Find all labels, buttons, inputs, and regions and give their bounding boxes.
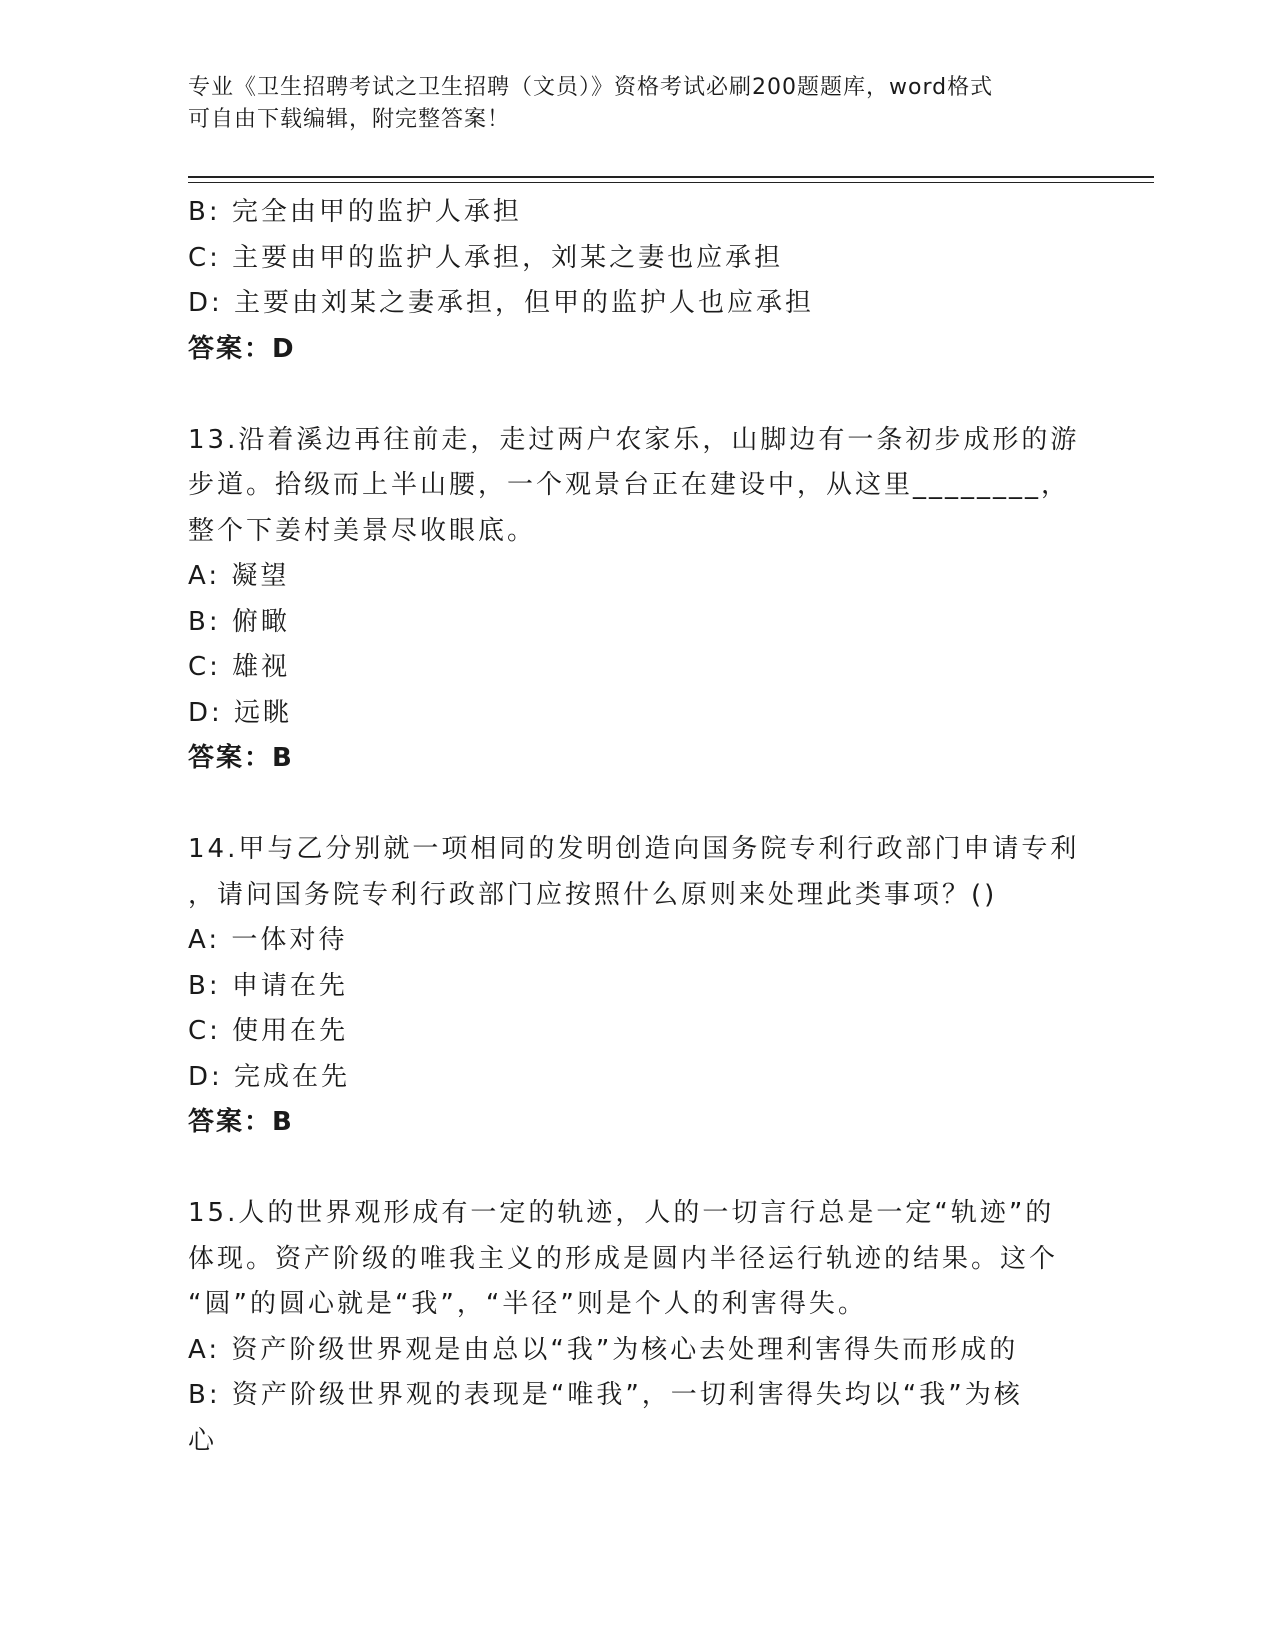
q13-option-d: D: 远眺 [188, 697, 293, 728]
q15-option-a: A: 资产阶级世界观是由总以“我”为核心去处理利害得失而形成的 [188, 1334, 1019, 1365]
q15-text-line-3: “圆”的圆心就是“我”，“半径”则是个人的利害得失。 [188, 1289, 867, 1319]
header-line-1: 专业《卫生招聘考试之卫生招聘（文员）》资格考试必刷200题题库，word格式 [188, 75, 994, 100]
q14-option-c: C: 使用在先 [188, 1016, 349, 1046]
q13-option-b: B: 俯瞰 [188, 606, 290, 637]
q12-option-b: B: 完全由甲的监护人承担 [188, 197, 522, 227]
q13-answer: 答案：B [188, 743, 294, 773]
spacer [188, 1146, 1088, 1192]
spacer [188, 372, 1088, 418]
q14-option-d: D: 完成在先 [188, 1061, 351, 1092]
q14-option-a: A: 一体对待 [188, 925, 348, 955]
document-header [188, 72, 1068, 136]
q13-text-line-3: 整个下姜村美景尽收眼底。 [188, 515, 537, 546]
spacer [188, 782, 1088, 828]
q12-option-c: C: 主要由甲的监护人承担，刘某之妻也应承担 [188, 242, 784, 273]
q14-option-b: B: 申请在先 [188, 970, 348, 1001]
q15-text-line-1: 15.人的世界观形成有一定的轨迹，人的一切言行总是一定“轨迹”的 [188, 1198, 1055, 1228]
q13-text-line-2: 步道。拾级而上半山腰，一个观景台正在建设中，从这里________， [188, 470, 1071, 500]
q12-option-d: D: 主要由刘某之妻承担，但甲的监护人也应承担 [188, 288, 815, 318]
document-body [188, 190, 1088, 1464]
q13-option-c: C: 雄视 [188, 652, 291, 682]
q15-option-b-line-2: 心 [188, 1425, 218, 1456]
q13-text-line-1: 13.沿着溪边再往前走，走过两户农家乐，山脚边有一条初步成形的游 [188, 424, 1080, 455]
header-rule-thick [188, 176, 1154, 178]
q15-text-line-2: 体现。资产阶级的唯我主义的形成是圆内半径运行轨迹的结果。这个 [188, 1243, 1059, 1274]
q14-text-line-1: 14.甲与乙分别就一项相同的发明创造向国务院专利行政部门申请专利 [188, 834, 1080, 864]
header-line-2: 可自由下载编辑，附完整答案！ [188, 107, 511, 132]
q14-answer: 答案：B [188, 1107, 294, 1137]
header-rule-thin [188, 182, 1154, 183]
q12-answer: 答案：D [188, 333, 296, 364]
q15-option-b-line-1: B: 资产阶级世界观的表现是“唯我”，一切利害得失均以“我”为核 [188, 1380, 1023, 1410]
q14-text-line-2: ，请问国务院专利行政部门应按照什么原则来处理此类事项？() [188, 879, 998, 910]
q13-option-a: A: 凝望 [188, 561, 290, 591]
